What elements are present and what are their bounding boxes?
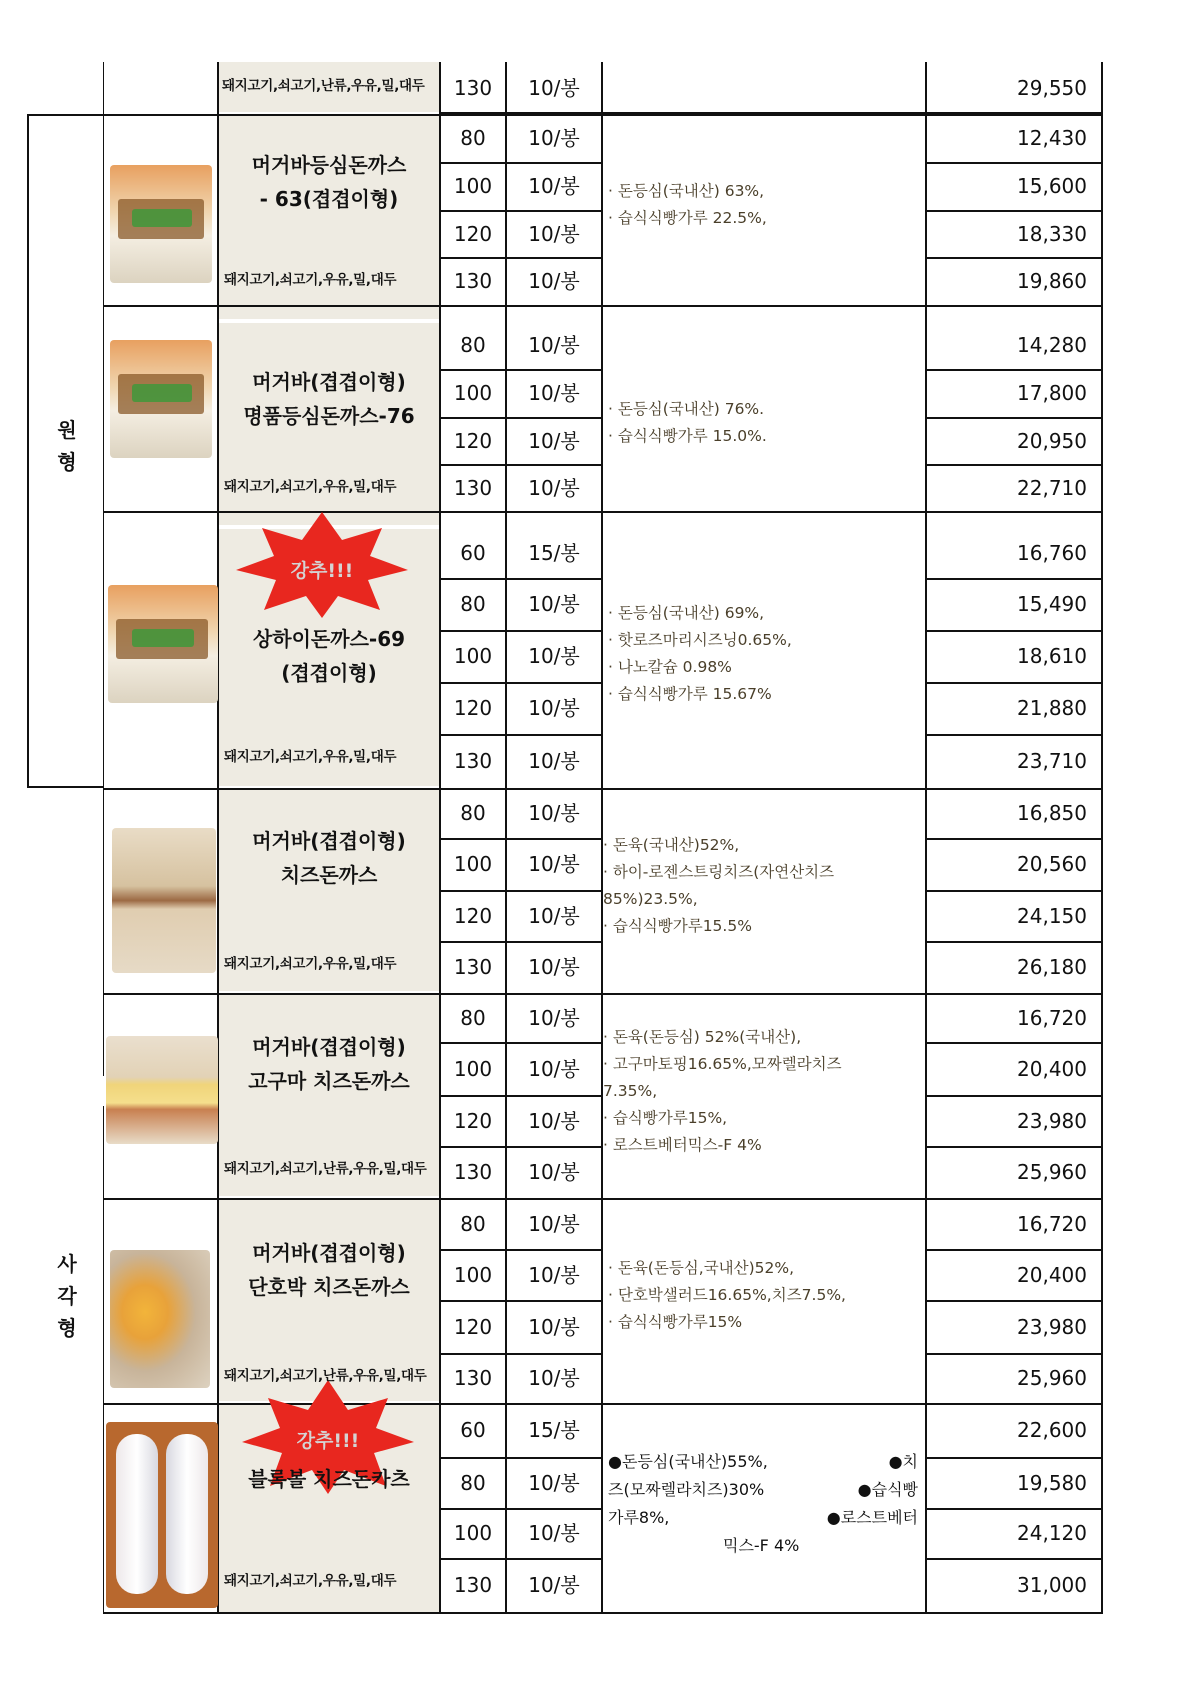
ingredient-line: · 습식식빵가루 15.0%. <box>608 427 767 445</box>
grid-line <box>439 1457 603 1459</box>
product-image <box>106 1422 218 1608</box>
grid-line <box>925 734 1103 736</box>
grid-line <box>925 162 1103 164</box>
pack-cell: 10/봉 <box>528 475 580 500</box>
grid-line <box>439 1353 603 1355</box>
weight-cell: 80 <box>460 126 486 150</box>
allergen-text: 돼지고기,쇠고기,난류,우유,밀,대두 <box>224 1368 427 1384</box>
grid-line <box>103 1198 1103 1200</box>
ingredient-line: · 로스트베터믹스-F 4% <box>603 1136 762 1154</box>
ingredient-line: · 나노칼슘 0.98% <box>608 658 732 676</box>
weight-cell: 80 <box>460 1005 486 1030</box>
pack-cell: 10/봉 <box>528 174 580 198</box>
weight-cell: 120 <box>453 903 493 928</box>
ingredient-line: ●치 <box>888 1452 918 1471</box>
grid-line <box>925 1508 1103 1510</box>
pack-cell: 10/봉 <box>528 1056 580 1081</box>
grid-line <box>925 890 1103 892</box>
price-cell: 16,850 <box>1017 801 1087 825</box>
grid-line <box>439 1300 603 1302</box>
name-cell-bg <box>219 116 439 319</box>
pack-cell: 10/봉 <box>528 1005 580 1030</box>
price-cell: 24,120 <box>1017 1521 1087 1545</box>
pack-cell: 10/봉 <box>528 749 580 773</box>
grid-line <box>925 630 1103 632</box>
grid-line <box>439 1558 603 1560</box>
weight-cell: 130 <box>453 76 493 100</box>
weight-cell: 100 <box>453 852 493 876</box>
grid-line <box>439 210 603 212</box>
grid-line <box>439 257 603 259</box>
badge-text: 강추!!! <box>290 560 354 582</box>
grid-line <box>925 1300 1103 1302</box>
category-round-label: 원 형 <box>57 418 77 474</box>
grid-line <box>439 941 603 943</box>
product-name: 머거바(겹겹이형) 치즈돈까스 <box>252 829 406 887</box>
grid-line <box>439 1095 603 1097</box>
ingredient-line: 즈(모짜렐라치즈)30% <box>608 1480 765 1499</box>
grid-line <box>103 114 1103 116</box>
pack-cell: 10/봉 <box>528 903 580 928</box>
price-cell: 15,600 <box>1017 174 1087 198</box>
pack-cell: 10/봉 <box>528 801 580 825</box>
pack-cell: 15/봉 <box>528 540 580 565</box>
price-cell: 20,400 <box>1017 1262 1087 1287</box>
pack-cell: 10/봉 <box>528 696 580 720</box>
price-cell: 29,550 <box>1017 76 1087 100</box>
price-cell: 19,580 <box>1017 1470 1087 1495</box>
ingredient-list <box>608 600 918 708</box>
weight-cell: 100 <box>453 1056 493 1081</box>
pack-cell: 10/봉 <box>528 76 580 100</box>
price-cell: 21,880 <box>1017 696 1087 720</box>
allergen-text: 돼지고기,쇠고기,난류,우유,밀,대두 <box>222 78 425 94</box>
price-cell: 14,280 <box>1017 333 1087 357</box>
grid-line <box>925 1457 1103 1459</box>
price-cell: 23,980 <box>1017 1108 1087 1133</box>
price-cell: 23,980 <box>1017 1314 1087 1339</box>
grid-line <box>925 257 1103 259</box>
allergen-text: 돼지고기,쇠고기,우유,밀,대두 <box>224 956 397 972</box>
pack-cell: 10/봉 <box>528 955 580 979</box>
grid-line <box>103 993 1103 995</box>
ingredient-line: · 핫로즈마리시즈닝0.65%, <box>608 631 792 649</box>
pack-cell: 15/봉 <box>528 1418 580 1442</box>
weight-cell: 120 <box>453 1314 493 1339</box>
ingredient-line: · 돈육(돈등심,국내산)52%, <box>608 1259 795 1277</box>
grid-line <box>439 630 603 632</box>
weight-cell: 80 <box>460 333 486 357</box>
ingredient-line: · 습식빵가루15%, <box>603 1109 728 1127</box>
pack-cell: 10/봉 <box>528 852 580 876</box>
pack-cell: 10/봉 <box>528 428 580 453</box>
grid-line <box>925 1353 1103 1355</box>
grid-line <box>925 210 1103 212</box>
pack-cell: 10/봉 <box>528 221 580 246</box>
product-image <box>110 165 212 283</box>
price-cell: 16,760 <box>1017 540 1087 565</box>
grid-line <box>103 62 104 1612</box>
grid-line <box>439 578 603 580</box>
ingredient-list <box>608 178 918 232</box>
grid-line <box>439 682 603 684</box>
ingredient-line: · 돈등심(국내산) 76%. <box>608 400 765 418</box>
pack-cell: 10/봉 <box>528 1160 580 1184</box>
pack-cell: 10/봉 <box>528 381 580 405</box>
grid-line <box>439 369 603 371</box>
pack-cell: 10/봉 <box>528 333 580 357</box>
price-cell: 26,180 <box>1017 955 1087 979</box>
price-cell: 20,400 <box>1017 1056 1087 1081</box>
category-box-border <box>27 114 103 116</box>
grid-line <box>925 464 1103 466</box>
pack-cell: 10/봉 <box>528 1470 580 1495</box>
grid-line <box>925 578 1103 580</box>
allergen-text: 돼지고기,쇠고기,우유,밀,대두 <box>224 749 397 765</box>
price-cell: 19,860 <box>1017 269 1087 293</box>
product-image <box>108 585 218 703</box>
price-cell: 22,600 <box>1017 1418 1087 1442</box>
weight-cell: 60 <box>460 1418 486 1442</box>
weight-cell: 130 <box>453 955 493 979</box>
weight-cell: 130 <box>453 1366 493 1390</box>
category-square-label: 사 각 형 <box>57 1252 77 1340</box>
price-cell: 15,490 <box>1017 592 1087 616</box>
grid-line <box>439 464 603 466</box>
allergen-text: 돼지고기,쇠고기,우유,밀,대두 <box>224 1573 397 1589</box>
grid-line <box>439 162 603 164</box>
product-name: 머거바등심돈까스 - 63(겹겹이형) <box>251 153 407 211</box>
pack-cell: 10/봉 <box>528 1262 580 1287</box>
weight-cell: 100 <box>453 644 493 668</box>
weight-cell: 120 <box>453 1108 493 1133</box>
price-cell: 18,610 <box>1017 644 1087 668</box>
allergen-text: 돼지고기,쇠고기,우유,밀,대두 <box>224 479 397 495</box>
ingredient-line: · 고구마토핑16.65%,모짜렐라치즈 <box>603 1055 842 1073</box>
ingredient-line: · 습식식빵가루 15.67% <box>608 685 772 703</box>
ingredient-line: 85%)23.5%, <box>603 890 698 908</box>
ingredient-list <box>603 1024 913 1159</box>
price-cell: 12,430 <box>1017 126 1087 150</box>
weight-cell: 100 <box>453 1262 493 1287</box>
ingredient-list-right <box>700 1448 918 1532</box>
weight-cell: 100 <box>453 381 493 405</box>
pack-cell: 10/봉 <box>528 1314 580 1339</box>
weight-cell: 130 <box>453 1573 493 1597</box>
ingredient-line: ●로스트베터 <box>826 1508 918 1527</box>
grid-line <box>439 1146 603 1148</box>
ingredient-line: · 돈등심(국내산) 69%, <box>608 604 765 622</box>
ingredient-line: · 습식식빵가루 22.5%, <box>608 209 767 227</box>
grid-line <box>439 734 603 736</box>
ingredient-line: 믹스-F 4% <box>723 1536 800 1555</box>
allergen-text: 돼지고기,쇠고기,우유,밀,대두 <box>224 272 397 288</box>
pack-cell: 10/봉 <box>528 592 580 616</box>
weight-cell: 120 <box>453 696 493 720</box>
weight-cell: 80 <box>460 1211 486 1236</box>
ingredient-line: ●습식빵 <box>857 1480 918 1499</box>
pack-cell: 10/봉 <box>528 1211 580 1236</box>
pack-cell: 10/봉 <box>528 1573 580 1597</box>
grid-line <box>439 1249 603 1251</box>
price-cell: 25,960 <box>1017 1160 1087 1184</box>
grid-line <box>925 1042 1103 1044</box>
weight-cell: 80 <box>460 592 486 616</box>
pack-cell: 10/봉 <box>528 644 580 668</box>
ingredient-line: ●돈등심(국내산)55%, <box>608 1452 768 1471</box>
product-name: 머거바(겹겹이형) 단호박 치즈돈까스 <box>248 1241 410 1299</box>
ingredient-line: · 하이-로젠스트링치즈(자연산치즈 <box>603 863 835 881</box>
allergen-text: 돼지고기,쇠고기,난류,우유,밀,대두 <box>224 1161 427 1177</box>
weight-cell: 130 <box>453 475 493 500</box>
ingredient-list <box>608 1255 918 1336</box>
grid-gap <box>103 1076 104 1106</box>
grid-line <box>925 682 1103 684</box>
weight-cell: 120 <box>453 428 493 453</box>
weight-cell: 100 <box>453 174 493 198</box>
price-cell: 31,000 <box>1017 1573 1087 1597</box>
grid-line <box>103 1612 1103 1614</box>
weight-cell: 120 <box>453 221 493 246</box>
price-cell: 20,950 <box>1017 428 1087 453</box>
pack-cell: 10/봉 <box>528 1108 580 1133</box>
price-cell: 22,710 <box>1017 475 1087 500</box>
price-cell: 17,800 <box>1017 381 1087 405</box>
product-image <box>112 828 216 973</box>
pack-cell: 10/봉 <box>528 1521 580 1545</box>
category-box-border <box>27 786 103 788</box>
pack-cell: 10/봉 <box>528 126 580 150</box>
grid-line <box>925 417 1103 419</box>
product-name: 상하이돈까스-69 (겹겹이형) <box>252 627 406 685</box>
grid-line <box>925 941 1103 943</box>
badge-text: 강추!!! <box>296 1430 360 1452</box>
product-name: 블록볼 치즈돈카츠 <box>248 1467 410 1491</box>
product-name: 머거바(겹겹이형) 명품등심돈까스-76 <box>243 370 415 428</box>
price-cell: 18,330 <box>1017 221 1087 246</box>
price-cell: 16,720 <box>1017 1005 1087 1030</box>
ingredient-list <box>603 832 913 940</box>
pack-cell: 10/봉 <box>528 269 580 293</box>
ingredient-line: · 습식식빵가루15.5% <box>603 917 752 935</box>
ingredient-line: 7.35%, <box>603 1082 658 1100</box>
grid-line <box>103 305 1103 307</box>
weight-cell: 80 <box>460 801 486 825</box>
ingredient-list <box>608 396 918 450</box>
product-image <box>110 340 212 458</box>
ingredient-line: 가루8%, <box>608 1508 670 1527</box>
grid-line <box>439 1042 603 1044</box>
ingredient-line: · 습식식빵가루15% <box>608 1313 743 1331</box>
weight-cell: 130 <box>453 1160 493 1184</box>
pack-cell: 10/봉 <box>528 1366 580 1390</box>
product-image <box>110 1250 210 1388</box>
price-cell: 24,150 <box>1017 903 1087 928</box>
grid-line <box>925 838 1103 840</box>
grid-line <box>925 369 1103 371</box>
grid-line <box>925 1558 1103 1560</box>
grid-line <box>439 1508 603 1510</box>
grid-line <box>439 890 603 892</box>
category-box-border <box>27 114 29 788</box>
grid-line <box>439 417 603 419</box>
grid-line <box>439 838 603 840</box>
ingredient-line: · 돈육(국내산)52%, <box>603 836 740 854</box>
ingredient-line: · 돈등심(국내산) 63%, <box>608 182 765 200</box>
weight-cell: 100 <box>453 1521 493 1545</box>
weight-cell: 130 <box>453 269 493 293</box>
grid-line <box>925 1146 1103 1148</box>
ingredient-line: · 돈육(돈등심) 52%(국내산), <box>603 1028 802 1046</box>
product-image <box>106 1036 218 1144</box>
grid-line <box>925 1095 1103 1097</box>
price-cell: 16,720 <box>1017 1211 1087 1236</box>
grid-line <box>925 1249 1103 1251</box>
price-cell: 23,710 <box>1017 749 1087 773</box>
product-name: 머거바(겹겹이형) 고구마 치즈돈까스 <box>248 1035 410 1093</box>
grid-line <box>103 788 1103 790</box>
price-cell: 25,960 <box>1017 1366 1087 1390</box>
weight-cell: 130 <box>453 749 493 773</box>
weight-cell: 80 <box>460 1470 486 1495</box>
ingredient-line: · 단호박샐러드16.65%,치즈7.5%, <box>608 1286 846 1304</box>
price-cell: 20,560 <box>1017 852 1087 876</box>
weight-cell: 60 <box>460 540 486 565</box>
